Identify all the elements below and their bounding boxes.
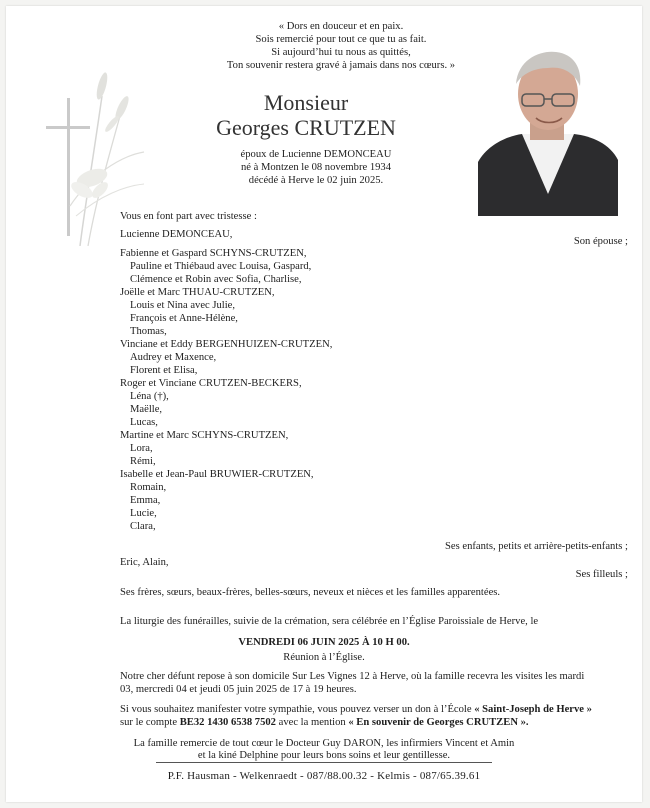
death-line: décédé à Herve le 02 juin 2025. (248, 175, 384, 186)
family-line: Lora, (130, 443, 153, 454)
poem-line: « Dors en douceur et en paix. (278, 21, 404, 32)
godchildren-role: Ses filleuls ; (575, 569, 628, 580)
footer-divider (156, 762, 492, 763)
deceased-details (196, 148, 436, 187)
ceremony-intro: La liturgie des funérailles, suivie de la crémation, sera célébrée en l’Église Paroissiale de Herve, le (120, 616, 539, 627)
thanks-line: La famille remercie de tout cœur le Docteur Guy DARON, les infirmiers Vincent et Amin (133, 738, 515, 749)
family-line: Fabienne et Gaspard SCHYNS-CRUTZEN, (120, 248, 307, 259)
poem-line: Si aujourd’hui tu nous as quittés, (271, 47, 411, 58)
family-line: Lucie, (130, 508, 157, 519)
family-line: Clara, (130, 521, 156, 532)
poem-line: Sois remercié pour tout ce que tu as fait. (255, 34, 427, 45)
spouse-role: Son épouse ; (573, 236, 628, 247)
family-line: Léna (†), (130, 391, 169, 402)
family-line: Vinciane et Eddy BERGENHUIZEN-CRUTZEN, (120, 339, 333, 350)
obituary-sheet (6, 6, 642, 802)
family-line: Florent et Elisa, (130, 365, 198, 376)
family-line: Roger et Vinciane CRUTZEN-BECKERS, (120, 378, 302, 389)
donation-text: sur le compte (120, 717, 178, 728)
family-line: Lucas, (130, 417, 158, 428)
birth-line: né à Montzen le 08 novembre 1934 (240, 162, 392, 173)
donation-line-1 (120, 704, 592, 717)
family-line: Louis et Nina avec Julie, (130, 300, 236, 311)
family-line: Emma, (130, 495, 161, 506)
family-line: Joëlle et Marc THUAU-CRUTZEN, (120, 287, 275, 298)
family-line: Martine et Marc SCHYNS-CRUTZEN, (120, 430, 289, 441)
poem-line: Ton souvenir restera gravé à jamais dans nos cœurs. » (226, 60, 456, 71)
siblings-line: Ses frères, sœurs, beaux-frères, belles-sœurs, neveux et nièces et les familles apparentées. (120, 587, 501, 598)
donation-account: BE32 1430 6538 7502 (179, 717, 276, 728)
family-line: Audrey et Maxence, (130, 352, 217, 363)
ceremony-date: VENDREDI 06 JUIN 2025 À 10 H 00. (238, 637, 410, 648)
donation-mention: « En souvenir de Georges CRUTZEN ». (348, 717, 529, 728)
family-line: Maëlle, (130, 404, 163, 415)
visits-line: Notre cher défunt repose à son domicile Sur Les Vignes 12 à Herve, où la famille recevra les visites les mardi (120, 671, 585, 682)
donation-text: avec la mention (278, 717, 346, 728)
family-line: Isabelle et Jean-Paul BRUWIER-CRUTZEN, (120, 469, 314, 480)
spouse-line: époux de Lucienne DEMONCEAU (240, 149, 392, 160)
family-line: Clémence et Robin avec Sofia, Charlise, (130, 274, 302, 285)
family-line: Pauline et Thiébaud avec Louisa, Gaspard, (130, 261, 312, 272)
family-line: François et Anne-Hélène, (130, 313, 238, 324)
ceremony-meeting: Réunion à l’Église. (283, 652, 365, 663)
visits-line: 03, mercredi 04 et jeudi 05 juin 2025 de 17 à 19 heures. (120, 684, 357, 695)
intro-text: Vous en font part avec tristesse : (120, 211, 257, 222)
deceased-name: Georges CRUTZEN (216, 115, 396, 140)
family-line: Thomas, (130, 326, 167, 337)
donation-text: Si vous souhaitez manifester votre sympathie, vous pouvez verser un don à l’École (120, 704, 472, 715)
poem (176, 20, 506, 72)
funeral-home-footer: P.F. Hausman - Welkenraedt - 087/88.00.32 - Kelmis - 087/65.39.61 (167, 770, 481, 782)
family-line: Rémi, (130, 456, 156, 467)
children-role: Ses enfants, petits et arrière-petits-enfants ; (445, 541, 628, 552)
civility-title: Monsieur (263, 90, 349, 115)
portrait-photo (478, 44, 618, 216)
spouse-name: Lucienne DEMONCEAU, (120, 229, 233, 240)
godchildren-names: Eric, Alain, (120, 557, 169, 568)
donation-line-2 (120, 717, 529, 730)
family-line: Romain, (130, 482, 167, 493)
donation-school: « Saint-Joseph de Herve » (474, 704, 592, 715)
thanks-line: et la kiné Delphine pour leurs bons soins et leur gentillesse. (197, 750, 451, 761)
